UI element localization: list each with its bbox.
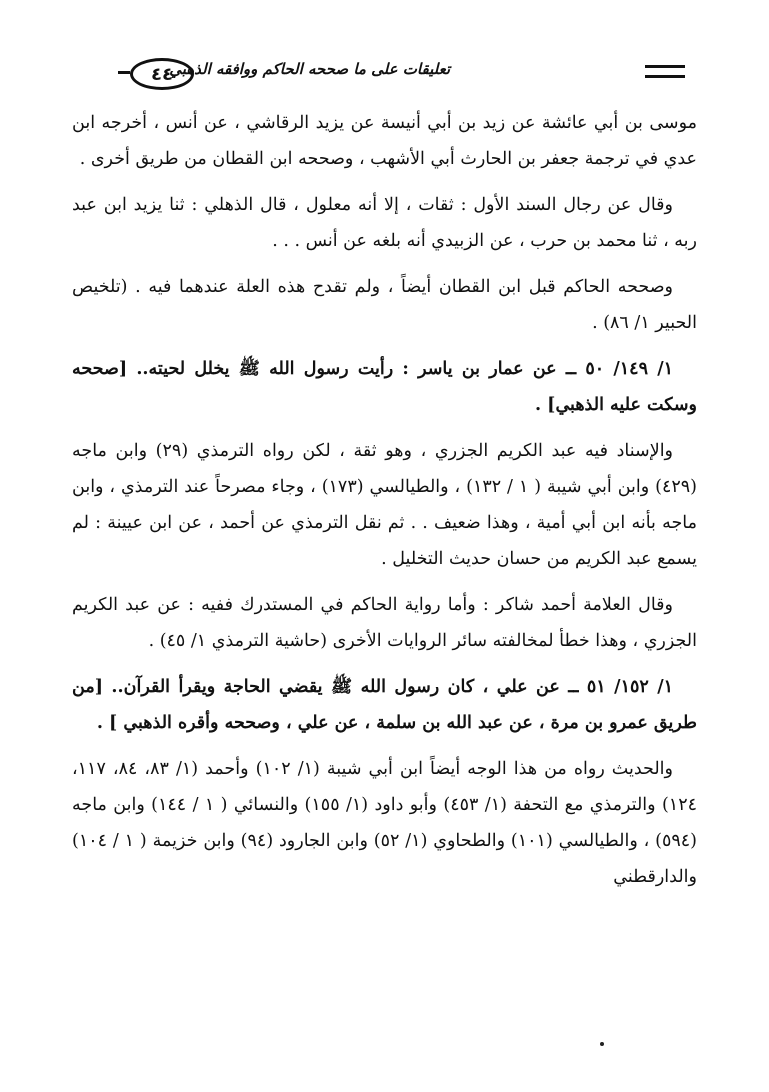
page-number: ٤٤ bbox=[130, 58, 194, 90]
hadith-51-heading: ١/ ١٥٢/ ٥١ ــ عن علي ، كان رسول الله ﷺ يقضي الحاجة ويقرأ القرآن.. [من طريق عمرو بن مرة ، عن عبد الله بن سلمة ، عن علي ، وصححه وأقره الذهبي ] . bbox=[72, 677, 697, 733]
paragraph-3: وصححه الحاكم قبل ابن القطان أيضاً ، ولم تقدح هذه العلة عندهما فيه . (تلخيص الحبير ١/ ٨٦) . bbox=[72, 277, 697, 333]
header-rule-right-bottom bbox=[645, 75, 685, 78]
header-rule-right-top bbox=[645, 65, 685, 68]
hadith-50-heading: ١/ ١٤٩/ ٥٠ ــ عن عمار بن ياسر : رأيت رسول الله ﷺ يخلل لحيته.. [صححه وسكت عليه الذهبي] . bbox=[72, 359, 697, 415]
running-header bbox=[60, 52, 710, 96]
paragraph-5: والإسناد فيه عبد الكريم الجزري ، وهو ثقة ، لكن رواه الترمذي (٢٩) وابن ماجه (٤٢٩) وابن أبي شيبة ( ١ / ١٣٢) ، والطيالسي (١٧٣) ، وجاء مصرحاً عند الترمذي ، وابن ماجه بأنه ابن أبي أمية ، وهذا ضعيف . . ثم نقل الترمذي عن أحمد ، عن ابن عيينة : لم يسمع عبد الكريم من حسان حديث التخليل . bbox=[72, 441, 697, 569]
paragraph-2: وقال عن رجال السند الأول : ثقات ، إلا أنه معلول ، قال الذهلي : ثنا يزيد ابن عبد ربه ، ثنا محمد بن حرب ، عن الزبيدي أنه بلغه عن أنس . . . bbox=[72, 195, 697, 251]
paragraph-1: موسى بن أبي عائشة عن زيد بن أبي أنيسة عن يزيد الرقاشي ، عن أنس ، أخرجه ابن عدي في ترجمة جعفر بن الحارث أبي الأشهب ، وصححه ابن القطان من طريق أخرى . bbox=[72, 113, 697, 169]
scan-speck bbox=[600, 1042, 604, 1046]
header-title: تعليقات على ما صححه الحاكم ووافقه الذهبي bbox=[169, 60, 450, 78]
header-rule-left bbox=[118, 71, 130, 74]
paragraph-6: وقال العلامة أحمد شاكر : وأما رواية الحاكم في المستدرك ففيه : عن عبد الكريم الجزري ، وهذا خطأ لمخالفته سائر الروايات الأخرى (حاشية الترمذي ١/ ٤٥) . bbox=[72, 595, 697, 651]
paragraph-8: والحديث رواه من هذا الوجه أيضاً ابن أبي شيبة (١/ ١٠٢) وأحمد (١/ ٨٣، ٨٤، ١١٧، ١٢٤) والترمذي مع التحفة (١/ ٤٥٣) وأبو داود (١/ ١٥٥) والنسائي ( ١ / ١٤٤) وابن ماجه (٥٩٤) ، والطيالسي (١٠١) والطحاوي (١/ ٥٢) وابن الجارود (٩٤) وابن خزيمة ( ١ / ١٠٤) والدارقطني bbox=[72, 759, 697, 887]
page-body bbox=[72, 105, 697, 905]
